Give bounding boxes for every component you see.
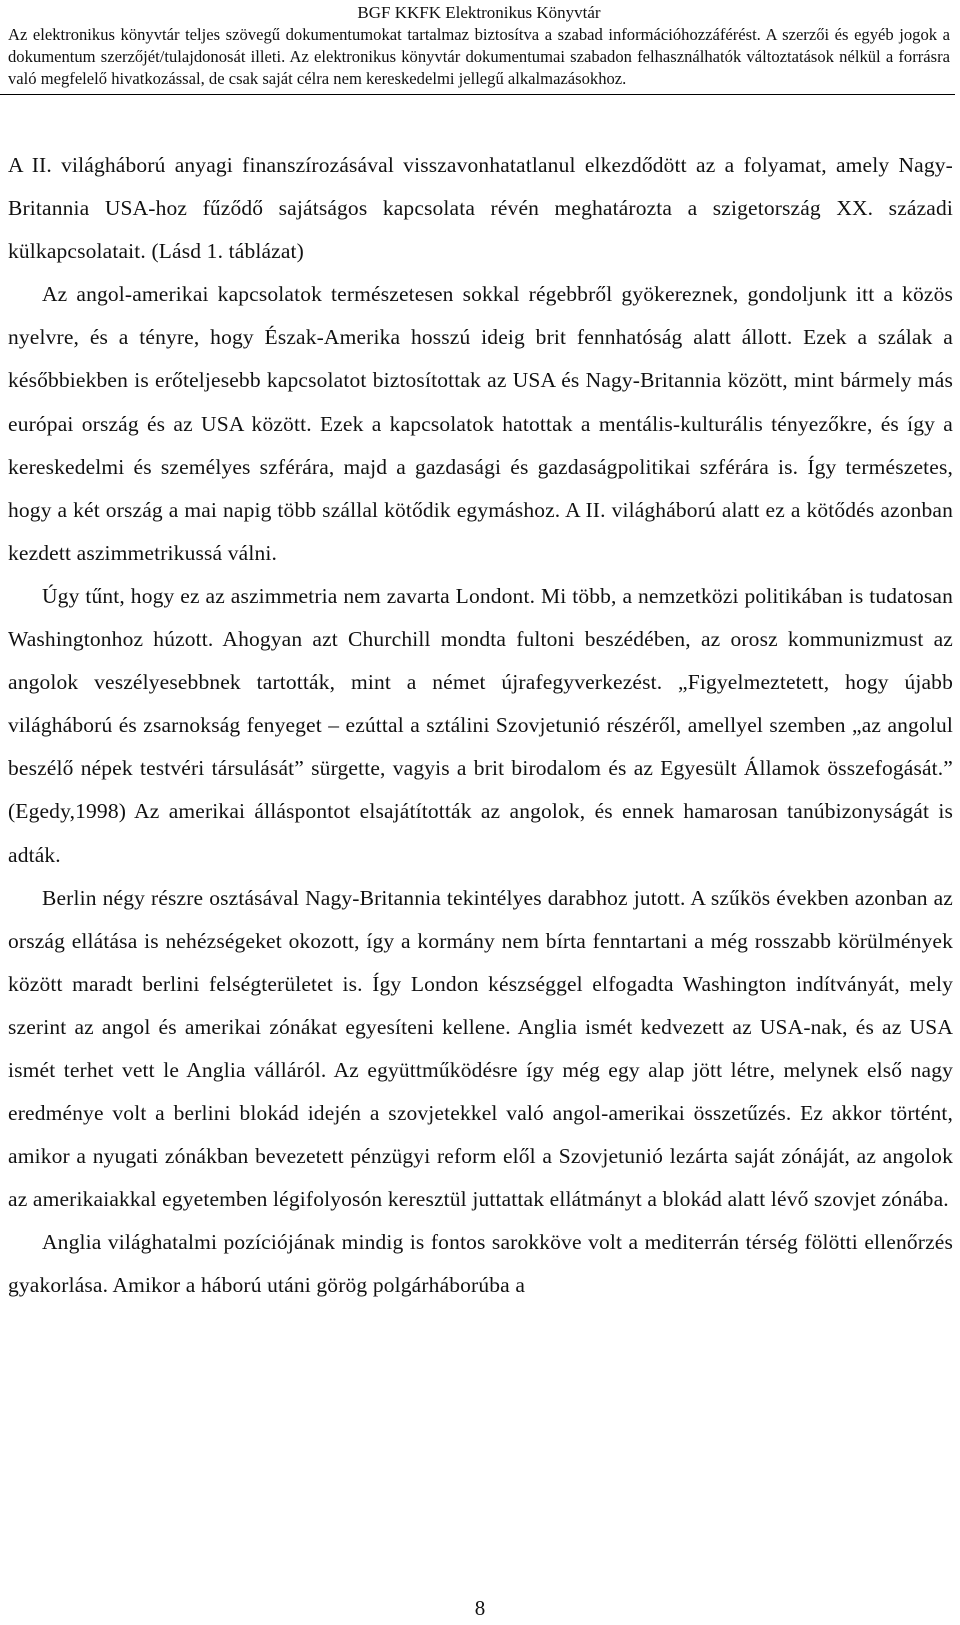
paragraph-2: Az angol-amerikai kapcsolatok természetesen sokkal régebbről gyökereznek, gondoljunk itt a közös nyelvre, és a tényre, hogy Észak-Amerika hosszú ideig brit fennhatóság alatt állott. Ezek a szálak a későbbiekben is erőteljesebb kapcsolatot biztosítottak az USA és Nagy-Britannia között, mint bármely más európai ország és az USA között. Ezek a kapcsolatok hatottak a mentális-kulturális tényezőkre, és így a kereskedelmi és személyes szférára, majd a gazdasági és gazdaságpolitikai szférára is. Így természetes, hogy a két ország a mai napig több szállal kötődik egymáshoz. A II. világháború alatt ez a kötődés azonban kezdett aszimmetrikussá válni. [8, 282, 953, 565]
document-body [8, 144, 953, 1308]
paragraph-5: Anglia világhatalmi pozíciójának mindig is fontos sarokköve volt a mediterrán térség fölötti ellenőrzés gyakorlása. Amikor a háború utáni görög polgárháborúba a [8, 1230, 953, 1298]
paragraph-4: Berlin négy részre osztásával Nagy-Britannia tekintélyes darabhoz jutott. A szűkös években azonban az ország ellátása is nehézségeket okozott, így a kormány nem bírta fenntartani a még rosszabb körülmények között maradt berlini felségterületet is. Így London készséggel elfogadta Washington indítványát, mely szerint az angol és amerikai zónákat egyesíteni kellene. Anglia ismét kedvezett az USA-nak, és az USA ismét terhet vett le Anglia válláról. Az együttműködésre így még egy alap jött létre, melynek első nagy eredménye volt a berlini blokád idején a szovjetekkel való angol-amerikai összetűzés. Ez akkor történt, amikor a nyugati zónákban bevezetett pénzügyi reform elől a Szovjetunió lezárta saját zónáját, az angolok az amerikaiakkal egyetemben légifolyosón keresztül juttattak ellátmányt a blokád alatt lévő szovjet zónába. [8, 885, 953, 1212]
page-number: 8 [474, 1596, 486, 1620]
paragraph-1: A II. világháború anyagi finanszírozásával visszavonhatatlanul elkezdődött az a folyamat, amely Nagy-Britannia USA-hoz fűződő sajátságos kapcsolata révén meghatározta a szigetország XX. századi külkapcsolatait. (Lásd 1. táblázat) [8, 153, 953, 264]
paragraph-3: Úgy tűnt, hogy ez az aszimmetria nem zavarta Londont. Mi több, a nemzetközi politikában is tudatosan Washingtonhoz húzott. Ahogyan azt Churchill mondta fultoni beszédében, az orosz kommunizmust az angolok veszélyesebbnek tartották, mint a német újrafegyverkezést. „Figyelmeztetett, hogy újabb világháború és zsarnokság fenyeget – ezúttal a sztálini Szovjetunió részéről, amellyel szemben „az angolul beszélő népek testvéri társulását” sürgette, vagyis a brit birodalom és az Egyesült Államok összefogását.” (Egedy,1998) Az amerikai álláspontot elsajátították az angolok, és ennek hamarosan tanúbizonyságát is adták. [8, 583, 953, 867]
library-title: BGF KKFK Elektronikus Könyvtár [357, 3, 601, 22]
library-header [0, 0, 955, 95]
copyright-notice: Az elektronikus könyvtár teljes szövegű dokumentumokat tartalmaz biztosítva a szabad információhozzáférést. A szerzői és egyéb jogok a dokumentum szerzőjét/tulajdonosát illeti. Az elektronikus könyvtár dokumentumai szabadon felhasználhatók változtatások nélkül a forrásra való megfelelő hivatkozással, de csak saját célra nem kereskedelmi jellegű alkalmazásokhoz. [8, 25, 950, 88]
